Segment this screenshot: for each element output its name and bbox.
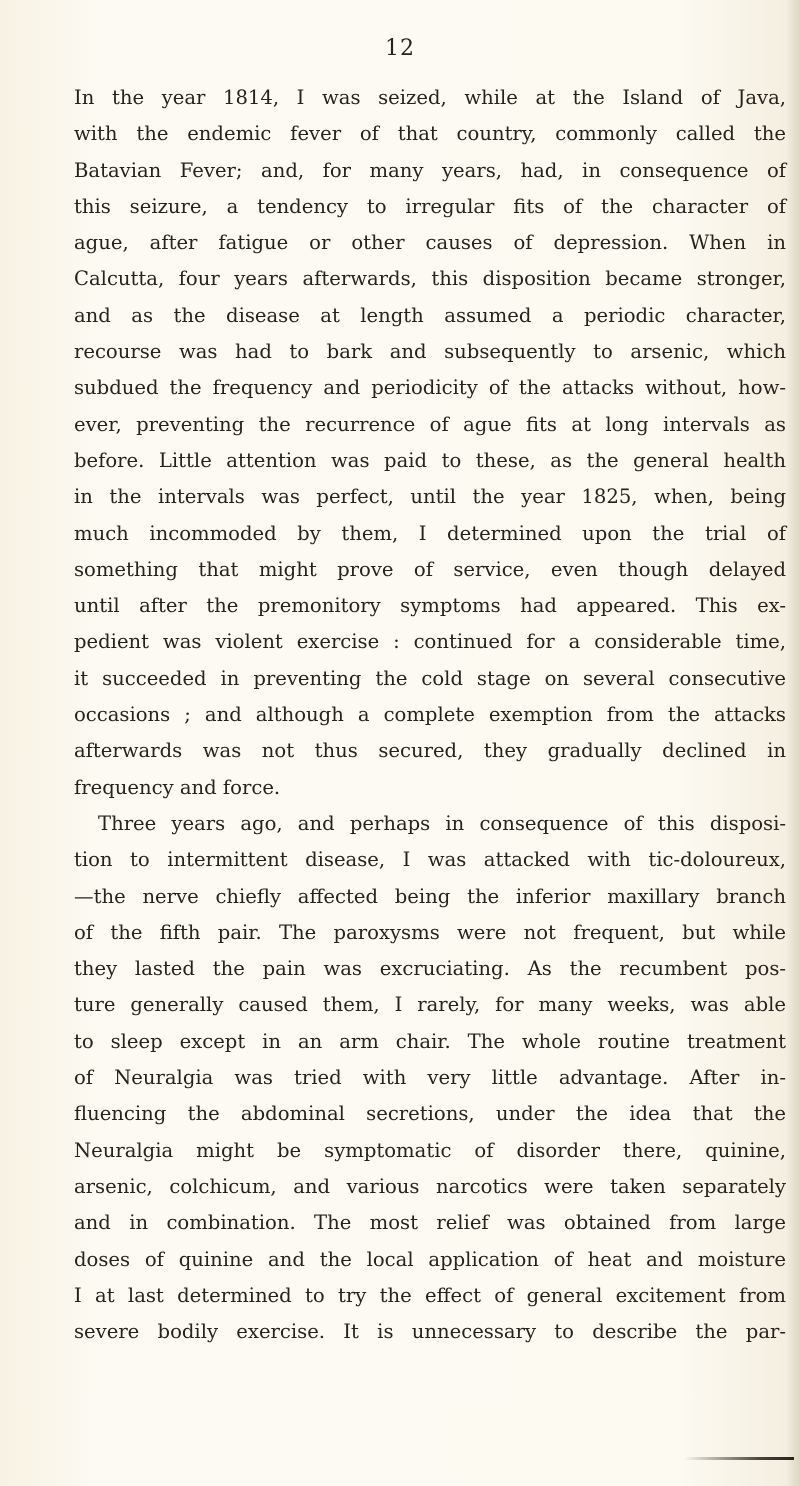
text-line: until after the premonitory symptoms had appeared. This ex- [74, 594, 786, 618]
text-line: occasions ; and although a complete exemption from the attacks [74, 703, 786, 727]
text-line: with the endemic fever of that country, commonly called the [74, 122, 786, 146]
text-line: before. Little attention was paid to these, as the general health [74, 448, 786, 472]
text-line: Three years ago, and perhaps in consequence of this disposi- [98, 811, 786, 835]
text-line: and in combination. The most relief was obtained from large [74, 1211, 786, 1235]
text-line: ever, preventing the recurrence of ague fits at long intervals as [74, 412, 786, 436]
text-line: doses of quinine and the local application of heat and moisture [74, 1247, 786, 1271]
text-line: Batavian Fever; and, for many years, had, in consequence of [74, 158, 786, 182]
text-line: Neuralgia might be symptomatic of disorder there, quinine, [74, 1138, 786, 1162]
text-line: Calcutta, four years afterwards, this disposition became stronger, [74, 267, 786, 291]
text-line: subdued the frequency and periodicity of the attacks without, how- [74, 376, 786, 400]
text-line: —the nerve chiefly affected being the inferior maxillary branch [74, 884, 786, 908]
text-line: ture generally caused them, I rarely, for many weeks, was able [74, 993, 786, 1017]
text-line: and as the disease at length assumed a periodic character, [74, 303, 786, 327]
text-line: they lasted the pain was excruciating. As the recumbent pos- [74, 957, 786, 981]
text-line: tion to intermittent disease, I was attacked with tic-doloureux, [74, 848, 786, 872]
page-edge-shadow [786, 0, 800, 1486]
page-number: 12 [385, 36, 415, 61]
text-line: this seizure, a tendency to irregular fits of the character of [74, 194, 786, 218]
text-line: of Neuralgia was tried with very little advantage. After in- [74, 1066, 786, 1090]
text-line: in the intervals was perfect, until the year 1825, when, being [74, 485, 786, 509]
text-line: fluencing the abdominal secretions, under the idea that the [74, 1102, 786, 1126]
page-edge-mark [684, 1457, 794, 1460]
text-line: recourse was had to bark and subsequently to arsenic, which [74, 340, 786, 364]
text-line: something that might prove of service, even though delayed [74, 557, 786, 581]
text-line: In the year 1814, I was seized, while at the Island of Java, [74, 86, 786, 109]
text-line: afterwards was not thus secured, they gradually declined in [74, 739, 786, 763]
text-line: it succeeded in preventing the cold stage on several consecutive [74, 666, 786, 690]
text-line: ague, after fatigue or other causes of depression. When in [74, 231, 786, 255]
text-line: to sleep except in an arm chair. The whole routine treatment [74, 1029, 786, 1053]
text-line: severe bodily exercise. It is unnecessary to describe the par- [74, 1320, 786, 1344]
text-line: of the fifth pair. The paroxysms were not frequent, but while [74, 920, 786, 944]
text-line: frequency and force. [74, 775, 281, 799]
text-line: pedient was violent exercise : continued for a considerable time, [74, 630, 786, 654]
body-text [74, 80, 786, 1350]
text-line: arsenic, colchicum, and various narcotics were taken separately [74, 1174, 786, 1198]
text-line: much incommoded by them, I determined upon the trial of [74, 521, 786, 545]
text-line: I at last determined to try the effect of general excitement from [74, 1283, 786, 1307]
